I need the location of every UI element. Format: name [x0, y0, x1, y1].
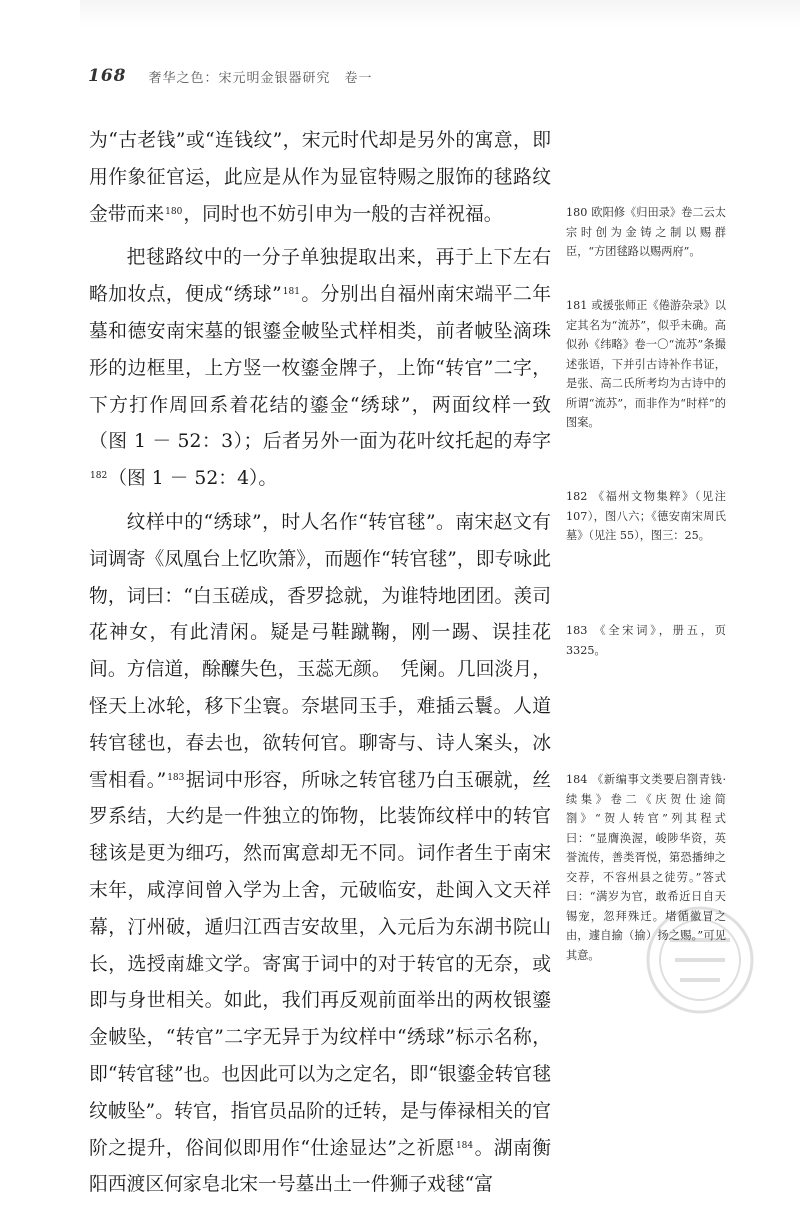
footnote-text: 《全宋词》，册五，页 3325。 [566, 624, 726, 657]
footnote-number: 181 [566, 299, 588, 312]
footnote-ref: 183 [167, 772, 185, 783]
footnote-text: 《新编事文类要启劄青钱·续集》卷二《庆贺仕途简劄》“贺人转官”列其程式曰：“显膺涣渥，峻陟华资，英誉流传，善类胥悦，第恐播绅之交荐，不容州县之徒劳。”答式曰：“满岁为官，敢希近日自天锡宠，忽拜殊迁。堵循徽冒之由，遽自揄（揄）扬之赐。”可见其意。 [566, 773, 726, 962]
text-run: 。湖南衡阳西渡区何家皂北宋一号墓出土一件狮子戏毬“富 [89, 1137, 552, 1196]
footnote-ref: 181 [282, 287, 300, 298]
main-text [89, 123, 551, 1208]
footnote-ref: 184 [455, 1140, 474, 1151]
text-run: ，同时也不妨引申为一般的吉祥祝福。 [183, 203, 503, 225]
footnote-number: 184 [566, 773, 588, 786]
footnote-text: 欧阳修《归田录》卷二云太宗时创为金铸之制以赐群臣，“方团毬路以赐两府”。 [566, 206, 726, 258]
footnote-number: 183 [566, 624, 588, 637]
footnote-180 [566, 203, 726, 262]
footnote-text: 或援张师正《倦游杂录》以定其名为“流苏”，似乎未确。高似孙《纬略》卷一〇“流苏”条撮述张语，下并引古诗补作书证，是张、高二氏所考均为古诗中的所谓“流苏”，而非作为“时样”的图案。 [566, 299, 726, 429]
text-run: 把毬路纹中的一分子单独提取出来，再于上下左右略加妆点，便成“绣球” [89, 247, 551, 306]
text-run: （图 1 － 52：4）。 [108, 468, 278, 490]
footnote-number: 182 [566, 490, 588, 503]
footnote-number: 180 [566, 206, 588, 219]
footnote-181 [566, 296, 726, 433]
page-number: 168 [88, 66, 127, 86]
footnote-183 [566, 621, 726, 660]
footnote-182 [566, 487, 726, 546]
scan-shadow [80, 0, 800, 28]
paragraph [89, 505, 551, 1204]
watermark-stamp [640, 880, 760, 1040]
text-run: 。分别出自福州南宋端平二年墓和德安南宋墓的银鎏金帔坠式样相类，前者帔坠滴珠形的边框里，上方竖一枚鎏金牌子，上饰“转官”二字，下方打作周回系着花结的鎏金“绣球”，两面纹样一致（图 1 － 52：3）；后者另外一面为花叶纹托起的寿字 [89, 284, 551, 453]
running-header [88, 63, 748, 89]
footnote-ref: 180 [165, 206, 183, 217]
footnote-text: 《福州文物集粹》（见注 107），图八六；《德安南宋周氏墓》（见注 55），图三：25。 [566, 490, 726, 542]
text-run: 纹样中的“绣球”，时人名作“转官毬”。南宋赵文有词调寄《凤凰台上忆吹箫》，而题作“转官毬”，即专咏此物，词曰：“白玉磋成，香罗捻就，为谁特地团团。羡司花神女，有此清闲。疑是弓鞋蹴鞠，刚一踢、误挂花间。方信道，酴醾失色，玉蕊无颜。 凭阑。几回淡月，怪天上冰轮，移下尘寰。奈堪同玉手，难插云鬟。人道转官毬也，春去也，欲转何官。聊寄与、诗人案头，冰雪相看。” [89, 511, 551, 791]
running-title: 奢华之色：宋元明金银器研究 卷一 [148, 70, 373, 86]
text-run: 据词中形容，所咏之转官毬乃白玉碾就，丝罗系结，大约是一件独立的饰物，比装饰纹样中的转官毬该是更为细巧，然而寓意却无不同。词作者生于南宋末年，咸淳间曾入学为上舍，元破临安，赴闽入文天祥幕，汀州破，遁归江西吉安故里，入元后为东湖书院山长，选授南雄文学。寄寓于词中的对于转官的无奈，或即与身世相关。如此，我们再反观前面举出的两枚银鎏金帔坠，“转官”二字无异于为纹样中“绣球”标示名称，即“转官毬”也。也因此可以为之定名，即“银鎏金转官毬纹帔坠”。转官，指官员品阶的迁转，是与俸禄相关的官阶之提升，俗间似即用作“仕途显达”之祈愿 [89, 769, 551, 1159]
text-run: 为“古老钱”或“连钱纹”，宋元时代却是另外的寓意，即用作象征官运，此应是从作为显宦特赐之服饰的毬路纹金带而来 [89, 130, 551, 225]
paragraph [89, 240, 551, 498]
footnote-ref: 182 [90, 471, 108, 482]
paragraph [89, 123, 551, 233]
